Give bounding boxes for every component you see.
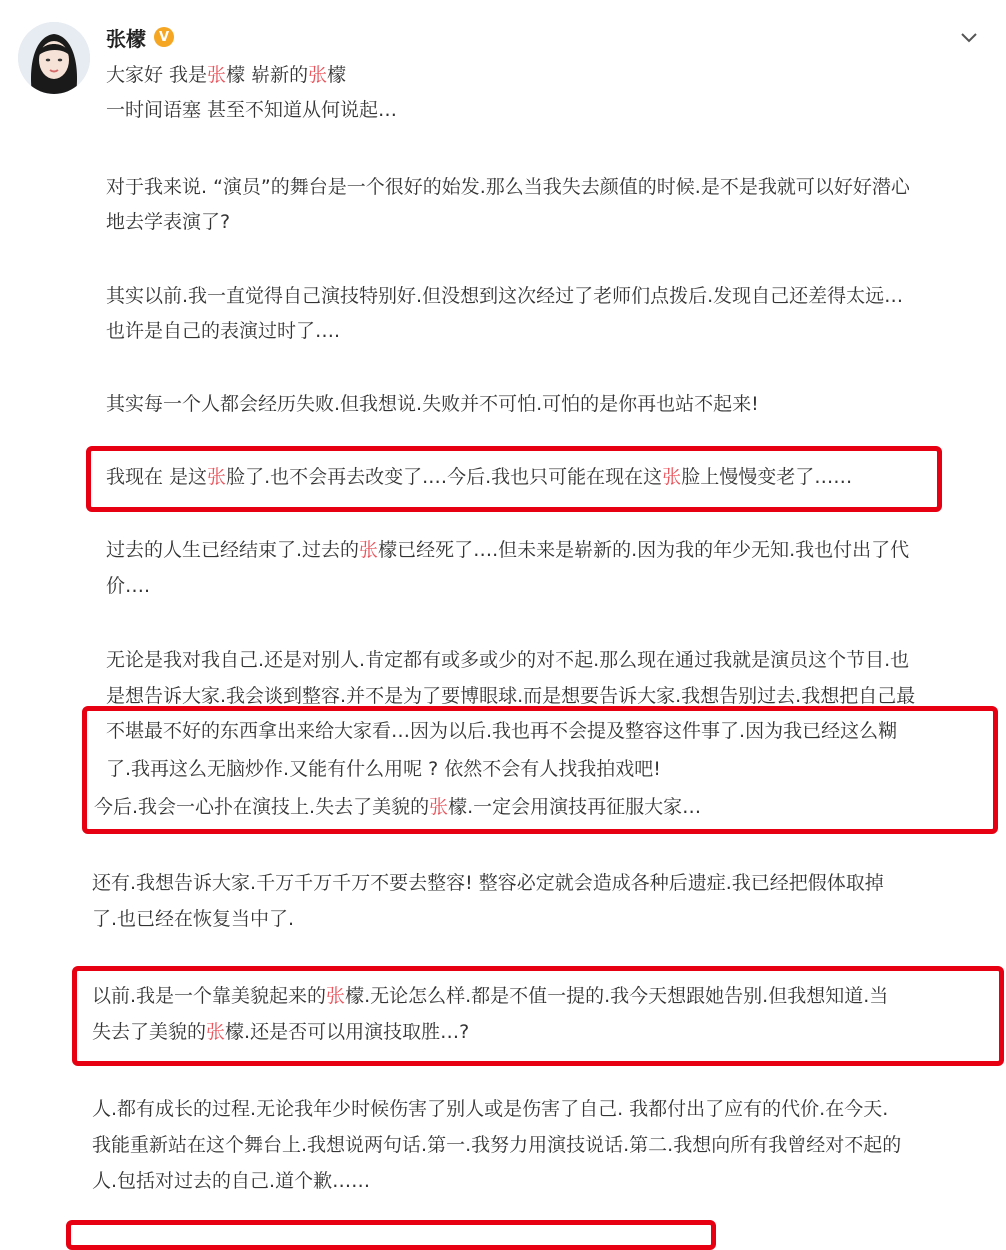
name-highlight: 张 xyxy=(207,466,227,488)
post-line xyxy=(106,535,909,565)
text-segment: 大家好 我是 xyxy=(106,64,208,86)
text-segment: 对于我来说. “演员”的舞台是一个很好的始发.那么当我失去颜值的时候.是不是我就可以好好潜心 xyxy=(106,176,910,198)
post-line xyxy=(106,95,397,125)
text-segment: 也许是自己的表演过时了…. xyxy=(106,320,341,342)
name-highlight: 张 xyxy=(662,466,682,488)
post-line xyxy=(106,645,909,675)
chevron-down-icon[interactable] xyxy=(958,26,980,48)
text-segment: 是想告诉大家.我会谈到整容.并不是为了要博眼球.而是想要告诉大家.我想告别过去.我想把自己最 xyxy=(106,685,916,707)
text-segment: 一时间语塞 甚至不知道从何说起… xyxy=(106,99,398,121)
post-line xyxy=(94,792,701,822)
avatar[interactable] xyxy=(18,22,90,94)
name-highlight: 张 xyxy=(359,539,379,561)
text-segment: 檬.无论怎么样.都是不值一提的.我今天想跟她告别.但我想知道.当 xyxy=(345,985,889,1007)
post-line xyxy=(92,1130,901,1160)
post-line xyxy=(106,389,759,419)
text-segment: 檬已经死了….但未来是崭新的.因为我的年少无知.我也付出了代 xyxy=(378,539,910,561)
text-segment: 今后.我会一心扑在演技上.失去了美貌的 xyxy=(94,796,430,818)
text-segment: 我现在 是这 xyxy=(106,466,208,488)
name-highlight: 张 xyxy=(308,64,328,86)
post-line xyxy=(92,1166,370,1196)
text-segment: 檬 崭新的 xyxy=(226,64,309,86)
text-segment: 我能重新站在这个舞台上.我想说两句话.第一.我努力用演技说话.第二.我想向所有我曾经对不起的 xyxy=(92,1134,902,1156)
name-highlight: 张 xyxy=(429,796,449,818)
text-segment: 过去的人生已经结束了.过去的 xyxy=(106,539,360,561)
text-segment: 其实每一个人都会经历失败.但我想说.失败并不可怕.可怕的是你再也站不起来! xyxy=(106,393,759,415)
post-line xyxy=(106,60,346,90)
text-segment: 檬 xyxy=(327,64,347,86)
text-segment: 檬.还是否可以用演技取胜…? xyxy=(225,1021,470,1043)
post-line xyxy=(92,1017,469,1047)
post-line xyxy=(106,462,852,492)
text-segment: 不堪最不好的东西拿出来给大家看…因为以后.我也再不会提及整容这件事了.因为我已经这么糊 xyxy=(106,720,898,742)
name-highlight: 张 xyxy=(326,985,346,1007)
author-name[interactable]: 张檬 xyxy=(106,26,146,51)
text-segment: 失去了美貌的 xyxy=(92,1021,207,1043)
text-segment: 地去学表演了? xyxy=(106,211,231,233)
post-line xyxy=(106,316,340,346)
text-segment: 脸上慢慢变老了…… xyxy=(681,466,853,488)
name-highlight: 张 xyxy=(206,1021,226,1043)
text-segment: 以前.我是一个靠美貌起来的 xyxy=(92,985,327,1007)
post-line xyxy=(106,754,661,784)
post-line xyxy=(92,904,294,934)
text-segment: 人.包括对过去的自己.道个歉…… xyxy=(92,1170,371,1192)
highlight-box xyxy=(66,1220,716,1250)
post-line xyxy=(106,172,910,202)
post-line xyxy=(92,868,884,898)
text-segment: 了.我再这么无脑炒作.又能有什么用呢 ? 依然不会有人找我拍戏吧! xyxy=(106,758,661,780)
text-segment: 价…. xyxy=(106,575,151,597)
text-segment: 还有.我想告诉大家.千万千万千万不要去整容! 整容必定就会造成各种后遗症.我已经把假体取掉 xyxy=(92,872,884,894)
text-segment: 无论是我对我自己.还是对别人.肯定都有或多或少的对不起.那么现在通过我就是演员这个节目.也 xyxy=(106,649,910,671)
text-segment: 人.都有成长的过程.无论我年少时候伤害了别人或是伤害了自己. 我都付出了应有的代价.在今天. xyxy=(92,1098,889,1120)
name-highlight: 张 xyxy=(207,64,227,86)
post-line xyxy=(92,1094,888,1124)
post-line xyxy=(106,716,897,746)
text-segment: 其实以前.我一直觉得自己演技特别好.但没想到这次经过了老师们点拨后.发现自己还差得太远… xyxy=(106,285,904,307)
post-line xyxy=(106,207,230,237)
post-line xyxy=(106,281,903,311)
post-line xyxy=(106,571,150,601)
text-segment: 脸了.也不会再去改变了.…今后.我也只可能在现在这 xyxy=(226,466,663,488)
verified-v-icon: V xyxy=(154,27,174,47)
post-line xyxy=(92,981,888,1011)
avatar-portrait xyxy=(18,22,90,94)
text-segment: 了.也已经在恢复当中了. xyxy=(92,908,295,930)
text-segment: 檬.一定会用演技再征服大家… xyxy=(448,796,702,818)
